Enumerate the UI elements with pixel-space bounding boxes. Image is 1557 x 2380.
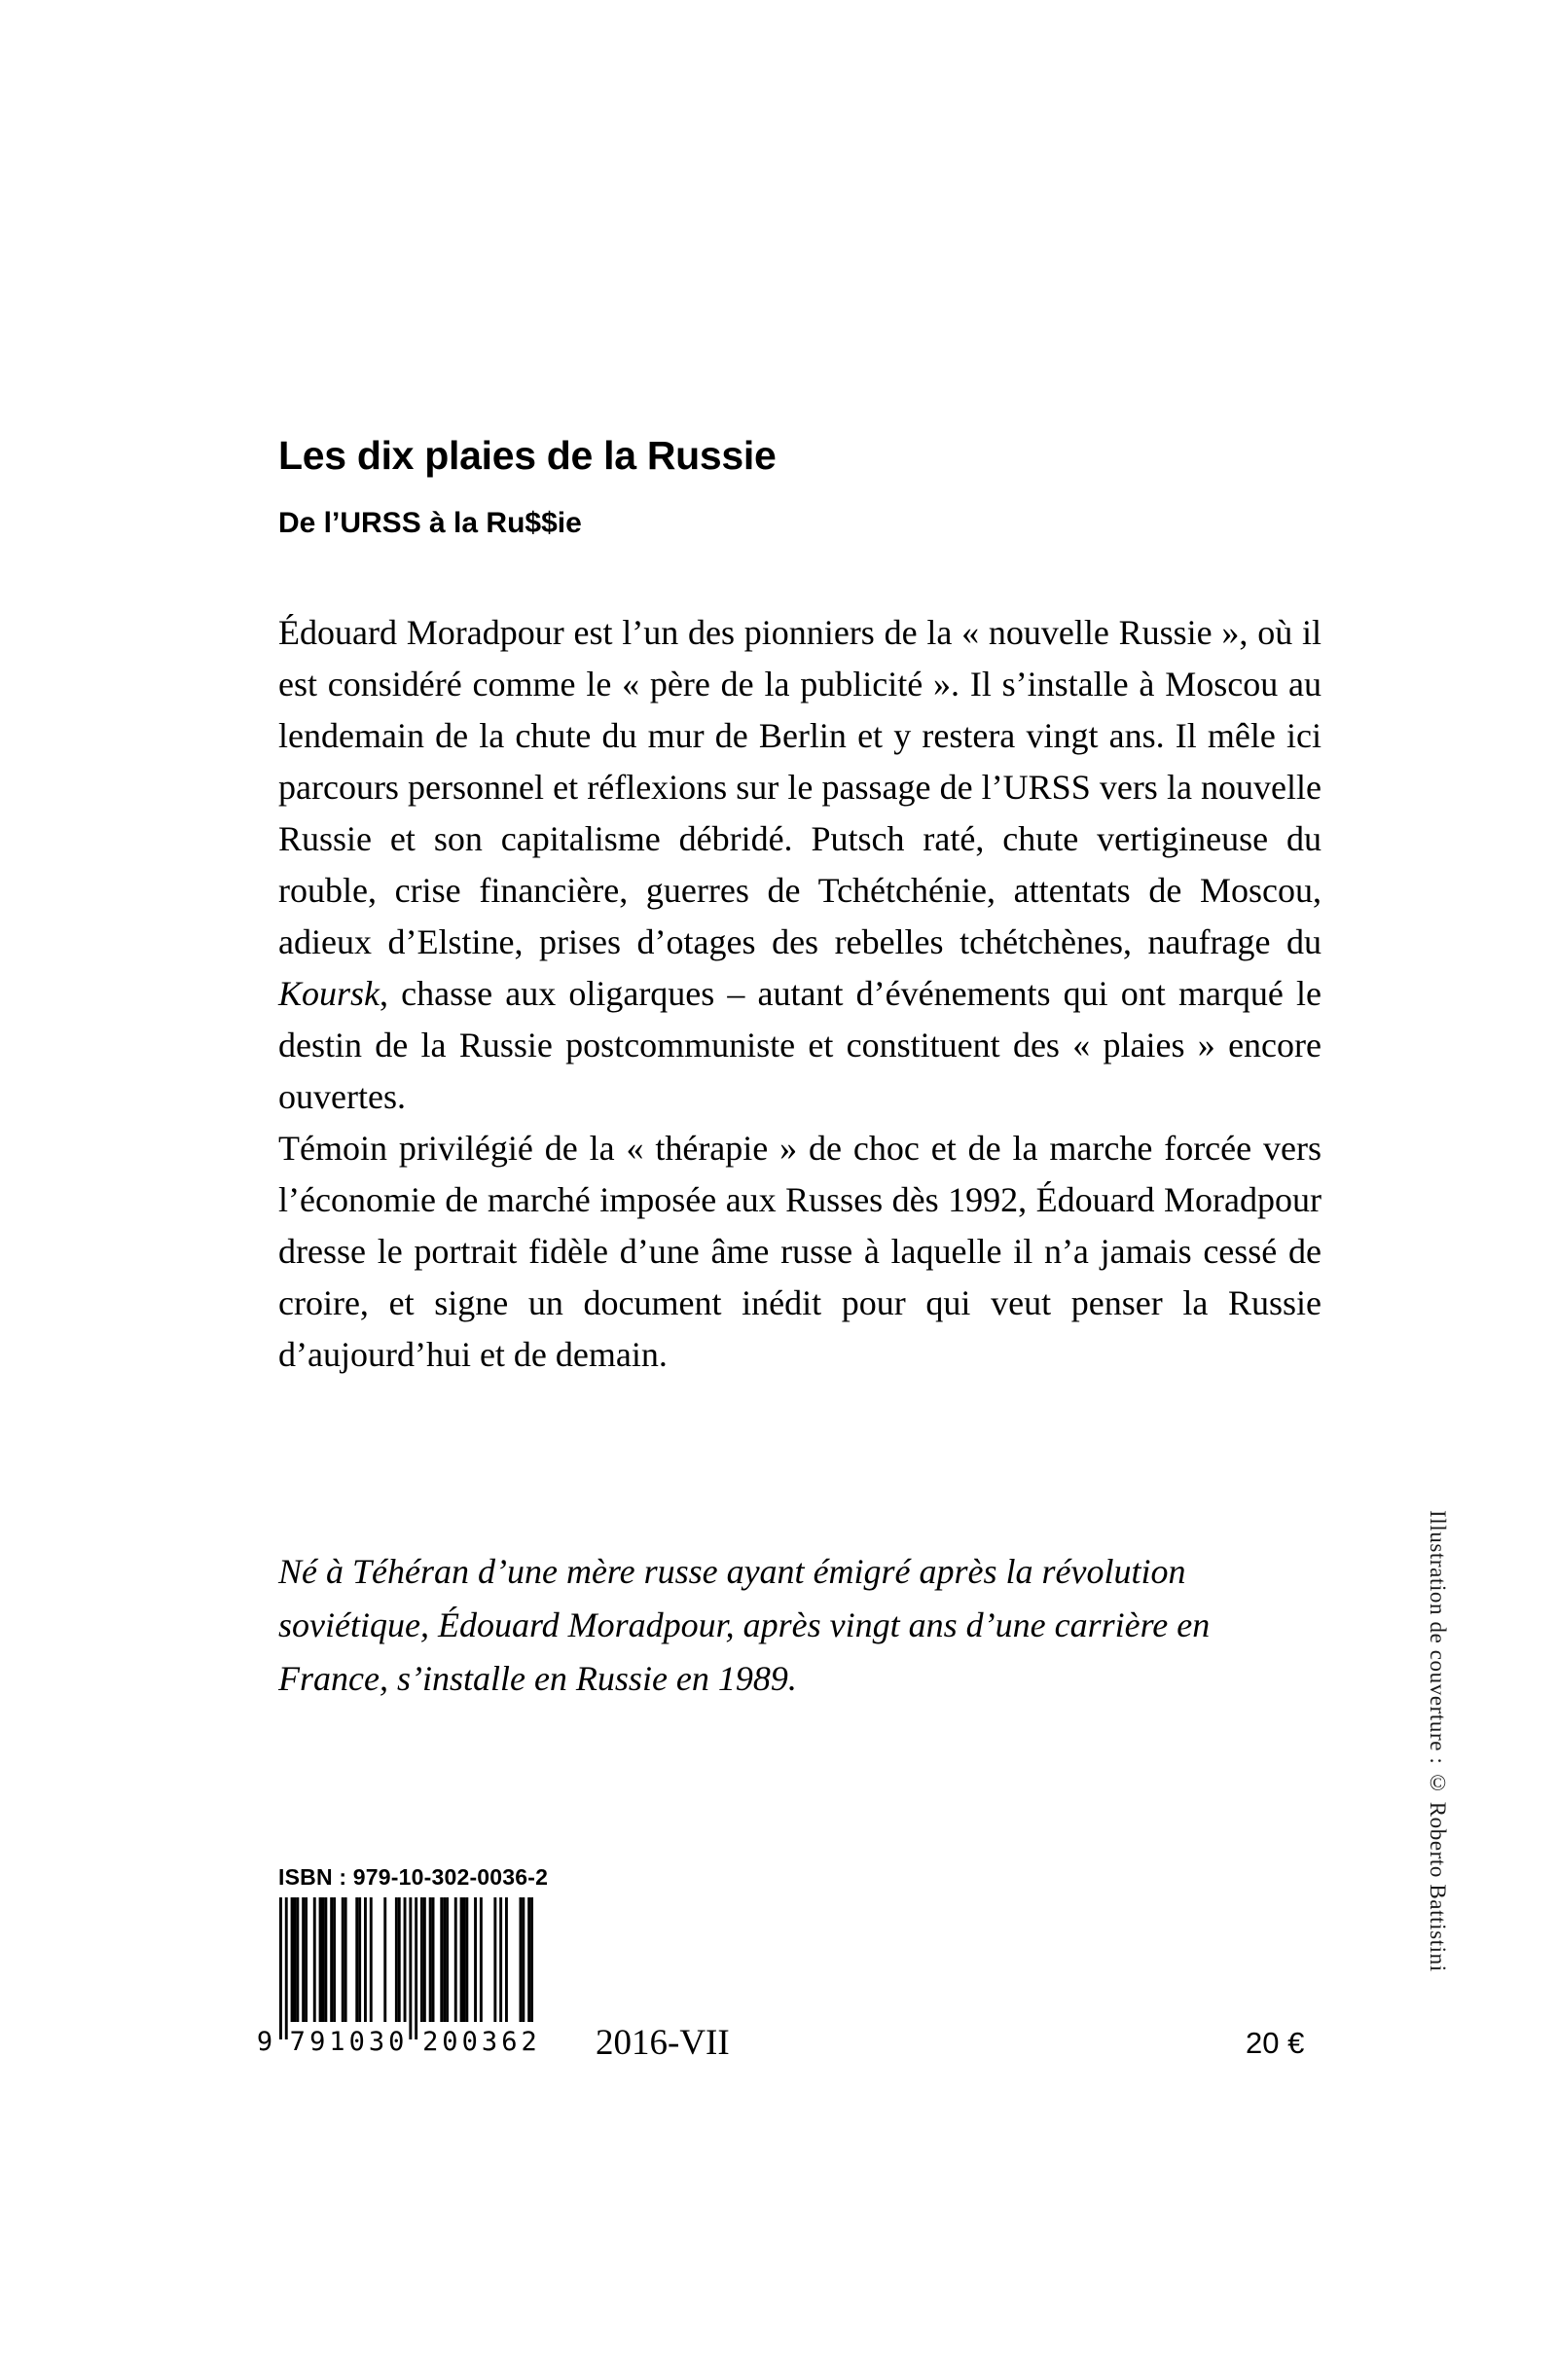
svg-text:0: 0 [442, 2027, 458, 2055]
book-title: Les dix plaies de la Russie [278, 433, 777, 478]
svg-text:0: 0 [348, 2027, 365, 2055]
svg-text:3: 3 [368, 2027, 385, 2055]
isbn-label: ISBN : 979-10-302-0036-2 [278, 1864, 549, 1890]
svg-text:0: 0 [461, 2027, 478, 2055]
svg-text:9: 9 [309, 2027, 326, 2055]
koursk-italic-word: Koursk [278, 974, 380, 1013]
svg-text:6: 6 [501, 2027, 518, 2055]
svg-text:3: 3 [481, 2027, 498, 2055]
synopsis-text-before-italic: Édouard Moradpour est l’un des pionniers de la « nouvelle Russie », où il est considéré comme le « père de la publicité ». Il s’installe à Moscou au lendemain de la chute du mur de Berlin et y restera vingt ans. Il mêle ici parcours personnel et réflexions sur le passage de l’URSS vers la nouvelle Russie et son capitalisme débridé. Putsch raté, chute vertigineuse du rouble, crise financière, guerres de Tchétchénie, attentats de Moscou, adieux d’Elstine, prises d’otages des rebelles tchétchènes, naufrage du [278, 613, 1322, 961]
author-bio: Né à Téhéran d’une mère russe ayant émigré après la révolution soviétique, Édouard Moradpour, après vingt ans d’une carrière en France, s’installe en Russie en 1989. [278, 1552, 1211, 1698]
synopsis-paragraph-2: Témoin privilégié de la « thérapie » de choc et de la marche forcée vers l’économie de marché imposée aux Russes dès 1992, Édouard Moradpour dresse le portrait fidèle d’une âme russe à laquelle il n’a jamais cessé de croire, et signe un document inédit pour qui veut penser la Russie d’aujourd’hui et de demain. [278, 1129, 1322, 1374]
book-subtitle: De l’URSS à la Ru$$ie [278, 507, 582, 539]
synopsis-text-after-italic: , chasse aux oligarques – autant d’événements qui ont marqué le destin de la Russie postcommuniste et constituent des « plaies » encore ouvertes. [278, 974, 1322, 1116]
svg-text:2: 2 [422, 2027, 439, 2055]
cover-illustration-credit: Illustration de couverture : © Roberto Battistini [1426, 1510, 1450, 1972]
svg-text:7: 7 [289, 2027, 306, 2055]
svg-text:2: 2 [521, 2027, 537, 2055]
synopsis-block [278, 607, 1322, 1381]
ean13-barcode [255, 1897, 566, 2055]
svg-text:1: 1 [329, 2027, 345, 2055]
synopsis-paragraph-1 [278, 607, 1322, 1123]
edition-code: 2016-VII [596, 2023, 730, 2063]
price: 20 € [1246, 2026, 1305, 2060]
svg-text:0: 0 [388, 2027, 405, 2055]
svg-text:9: 9 [256, 2027, 273, 2055]
